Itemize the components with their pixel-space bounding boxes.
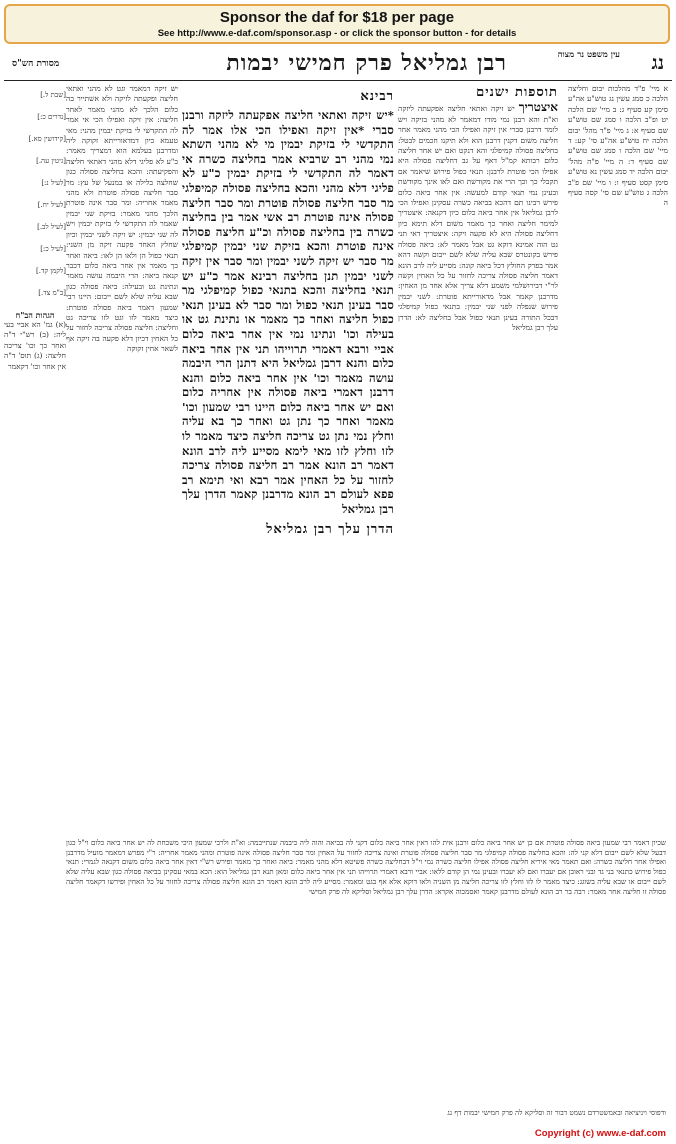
gemara-section-heading: הדרן עלך רבן גמליאל <box>266 521 394 537</box>
mesorah-note: [ב"מ צד.] <box>38 289 66 297</box>
rashi-text: יש זיקה דמאמר וגט לא מהני ואתאי חליצה ופקעתה לזיקה ולא אשתייר בה כלום הלכך לא מהני מאמר לאחר חליצה: אין זיקה ואפילו הכי אי אמר לה התקדשי לי בזיקת יבמין מהני: מאי טעמא כיון דמדאורייתא זקוקה ליה ומדרבנן בעלמא הוא דמצריך מאמר: כ"ע לא פליגי דלא מהני דאתאי חליצה והפקיעתה: והכא בחליצה פסולה כגון שחלצה בלילה או במנעל של עץ: מר סבר חליצה פסולה פוטרת ולא מהני מאמר אחריה: ומר סבר אינה פוטרת הלכך מהני מאמר: בזיקת שני יבמין שאמר לה התקדשי לי בזיקת יבמין ויש לה שני יבמין: יש זיקה לשני יבמין וכיון שחלץ האחד פקעה זיקה מן השני: תנאי כפול הן ולאו הן לאו: ביאה ואחר כך מאמר אין אחר ביאה כלום דכבר קנאה ביאה: הרי היבמה עושה מאמר ונתינת גט ובעילה: ביאה פסולה כגון שבא עליה שלא לשם ייבום: היינו רבי שמעון דאמר ביאה פסולה פוטרת: כיצד מאמר לזו וגט לזו צריכה גט וחליצה: חליצה פסולה צריכה לחזור על כל האחין דכיון דלא פקעה בה זיקה אף לשאר אחין זקוקה <box>66 84 178 354</box>
mesorah-note: [נדרים כ:] <box>37 113 66 121</box>
mesorah-notes <box>4 84 66 304</box>
tosafot-column <box>398 84 558 824</box>
mesorah-label: מסורת הש"ס <box>12 59 60 69</box>
gemara-text: *יש זיקה ואתאי חליצה אפקעתה ליזקה ורבנן סברי *אין זיקה ואפילו הכי אלו אמר לה התקדשי לי בזיקת יבמין מי לא מהני השתא נמי מהני רב שרביא אמר בחליצה כשרה אי דאמר לה התקדשי לי בזיקת יבמין כ"ע לא פליגי דלא מהני והכא בחליצה פסולה קמיפלגי מר סבר חליצה פסולה פוטרת ומר סבר חליצה פסולה אינה פוטרת רב אשי אמר בין בחליצה כשרה בין בחליצה פסולה וכ"ע חליצה פסולה אינה פוטרת והכא בזיקת שני יבמין קמיפלגי מר סבר יש זיקה לשני יבמין ומר סבר אין זיקה לשני יבמין תנן בחליצה רבינא אמר כ"ע יש תנאי בחליצה והכא בתנאי כפול קמיפלגי מר סבר בעינן תנאי כפול ומר סבר לא בעינן תנאי כפול חליצה ואחר כך מאמר או נתינת גט או בעילה וכו' ונתינו נמי אין אחר ביאה כלום אביי ורבא דאמרי תרוייהו תני אין אחר ביאה כלום והנא דרבן גמליאל היא דתנן הרי היבמה עושה מאמר וכו' אין אחר ביאה כלום והנא דרבנן דאמרי ביאה פסולה אין אחריה כלום ואם יש אחר ביאה כלום היינו רבי שמעון וכו' מאמר ואחר כך נתן גט ואחר כך בא עליה וחלץ נמי נתן גט צריכה חליצה כיצד מאמר לו לזו וחלץ לזו מאי לימא מסייע ליה לרב הונא דאמר רב הונא אמר רב חליצה פסולה צריכה לחזור על כל האחין אמר רבא ואי תימא רב פפא לעולם רב הונא מדרבנן קאמר הדרן עלך רבן גמליאל <box>182 108 394 517</box>
tosafot-dibbur: איצטריך <box>518 100 558 115</box>
mesorah-note: [לקמן קד.] <box>36 267 66 275</box>
sponsor-banner[interactable] <box>4 4 670 44</box>
mesorah-note: [לעיל נ:] <box>41 179 66 187</box>
gemara-heading: רבינא <box>360 89 394 104</box>
hagahot-title: הגהות הב"ח <box>15 310 55 320</box>
tosafot-heading: תוספות ישנים <box>476 85 558 100</box>
copyright-link[interactable]: Copyright (c) www.e-daf.com <box>534 1128 666 1139</box>
ein-mishpat-label: עין משפט נר מצוה <box>557 50 620 60</box>
folio-number: נג <box>651 52 664 74</box>
bottom-commentary <box>66 838 666 1106</box>
mesorah-column <box>4 84 66 854</box>
page-header <box>4 48 672 78</box>
mesorah-note: [קידושין סא.] <box>28 135 66 143</box>
hagahot-text: (א) גמ' הא אביי בעי ליה: (ב) רש"י ד"ה ואחר כך וכו' צריכה חליצה: (ג) תוס' ד"ה אין אחר וכו' דקאמר <box>4 320 66 371</box>
gemara-column <box>182 84 394 754</box>
mesorah-note: [גיטין עה.] <box>36 157 66 165</box>
mesorah-note: [לעיל לב.] <box>37 223 66 231</box>
tosafot-text: יש זיקה ואתאי חליצה אפקעתה ליזקה וא"ת והא רבנן נמי מודו דמאמר לא מהני בזיקה ויש לומר דרבנן סברי אין זיקה ואפילו הכי מהני מאמר אחר חליצה משום דקנין דרבנן הוא ולא תיקנו חכמים לבטל: בחליצה פסולה קמיפלגי והא דנקט ואם יש אחר חליצה כלום רבותא קמ"ל דאף על גב דחליצה פסולה היא אפילו הכי פוטרת לרבנן: תנאי כפול פירוש שיאמר אם תקבלי כך וכך הרי את מקודשת ואם לאו אינך מקודשת ובעינן נמי תנאי קודם למעשה: אין אחר ביאה כלום פירש רבינו תם דהכא בביאה כשרה עסקינן ואפילו הכי לרבן גמליאל אין אחר ביאה כלום כיון דקנאה: איצטריך למימר חליצה ואחר כך מאמר משום דלא תימא כיון דחליצה פסולה היא לא פקעה זיקה: איצטריך דאי תני גט הוה אמינא דוקא גט אבל מאמר לא: ביאה פסולה פירש בקונטרס שבא עליה שלא לשם ייבום וקשה דהא אמר בפרק החולץ דכל ביאה קונה: מסייע ליה לרב הונא דאמר חליצה פסולה צריכה לחזור על כל האחין וקשה לר"י דבירושלמי משמע דלא צריך אלא אחד מן האחין: מדרבנן קאמר אבל מדאורייתא פוטרת: לשני יבמין פירוש שנפלה לפני שני יבמין: בתנאי כפול קמיפלגי דבכל התורה בעינן תנאי כפול אבל בחליצה לא: הדרן עלך רבן גמליאל <box>398 104 558 332</box>
sponsor-subline[interactable]: See http://www.e-daf.com/sponsor.asp - or click the sponsor button - for details <box>157 28 517 39</box>
ein-mishpat-column <box>568 84 668 384</box>
mesorah-note: [שבת ל.] <box>40 91 66 99</box>
rashi-column <box>66 84 178 854</box>
header-rule <box>4 80 672 81</box>
talmud-page <box>4 48 672 1124</box>
mesorah-note: [לעיל כ:] <box>40 245 66 253</box>
mesorah-note: [לעיל יח.] <box>37 201 66 209</box>
running-title: רבן גמליאל פרק חמישי יבמות <box>226 50 507 76</box>
page-footer <box>6 1128 666 1142</box>
ein-mishpat-text: א מיי' פ"ד מהלכות יבום וחליצה הלכה כ סמג עשין נג טוש"ע אה"ע סימן קע סעיף ג: ב מיי' שם הלכה יט ופ"ב הלכה ו סמג שם טוש"ע שם סעיף א: ג מיי' פ"ד מהל' יבום הלכה יח טוש"ע אה"ע סי' קע: ד מיי' שם הלכה ו סמג שם טוש"ע שם סעיף ד: ה מיי' פ"ה מהל' יבום הלכה יד סמג עשין נא טוש"ע סימן קסט סעיף ו: ו מיי' שם פ"ב הלכה ג טוש"ע שם סי' קסה סעיף ה <box>568 84 668 208</box>
bottom-commentary-text: שכיון דאמר רבי שמעון ביאה פסולה פוטרת אם כן יש אחר ביאה כלום ורבנן אית להו דאין אחר ביאה כלום דקני לה בביאה והוה ליה כיבמה שנתייבמה: וא"ת ולרבי שמעון היכי משכחת לה יש אחר ביאה כלום וי"ל כגון דבעל שלא לשם ייבום דלא קני לה: והכא בחליצה פסולה קמיפלגי מר סבר חליצה פסולה פוטרת ואינה צריכה לחזור על האחין ומר סבר חליצה פסולה אינה פוטרת ומהני מאמר אחריה: ר"י מפרש דמאמר מועיל מדרבנן ואפילו אחר חליצה כשרה: ואם תאמר מאי איריא חליצה פסולה אפילו חליצה כשרה נמי וי"ל דבחליצה כשרה פשיטא דלא מהני מאמר: ביאה ואחר כך מאמר ופירש רש"י דאין אחר ביאה כלום משום דקנאה לגמרי: תנאי כפול פירוש כתנאי בני גד ובני ראובן אם יעברו ואם לא יעברו ובעינן נמי הן קודם ללאו: אביי ורבא דאמרי תרוייהו תני אין אחר ביאה כלום ומאן תנא רבן גמליאל הוא: הכא במאי עסקינן בביאה פסולה כגון שבא עליה שלא לשם ייבום או שבא עליה בשוגג: כיצד מאמר לו לזו וחלץ לזו צריכה חליצה מן השניה ולאו דוקא אלא אף בגט ומאמר: מסייע ליה לרב הונא דאמר רב הונא חליצה פסולה צריכה לחזור על כל האחין ופירשו דקאמר חליצה פסולה זו חליצה אחר מאמר: רבה בר רב הונא לעולם מדרבנן קאמר ואסמכוה אקרא: הדרן עלך רבן גמליאל וסליקא לה פרק חמישי <box>66 838 666 896</box>
bottom-footnote-line: ודפוסי ויניציאה ובאמשטרדם נשמט דבור זה וסליקא לה פרק חמישי יבמות דף נג <box>447 1108 666 1117</box>
sponsor-headline[interactable]: Sponsor the daf for $18 per page <box>219 9 455 26</box>
